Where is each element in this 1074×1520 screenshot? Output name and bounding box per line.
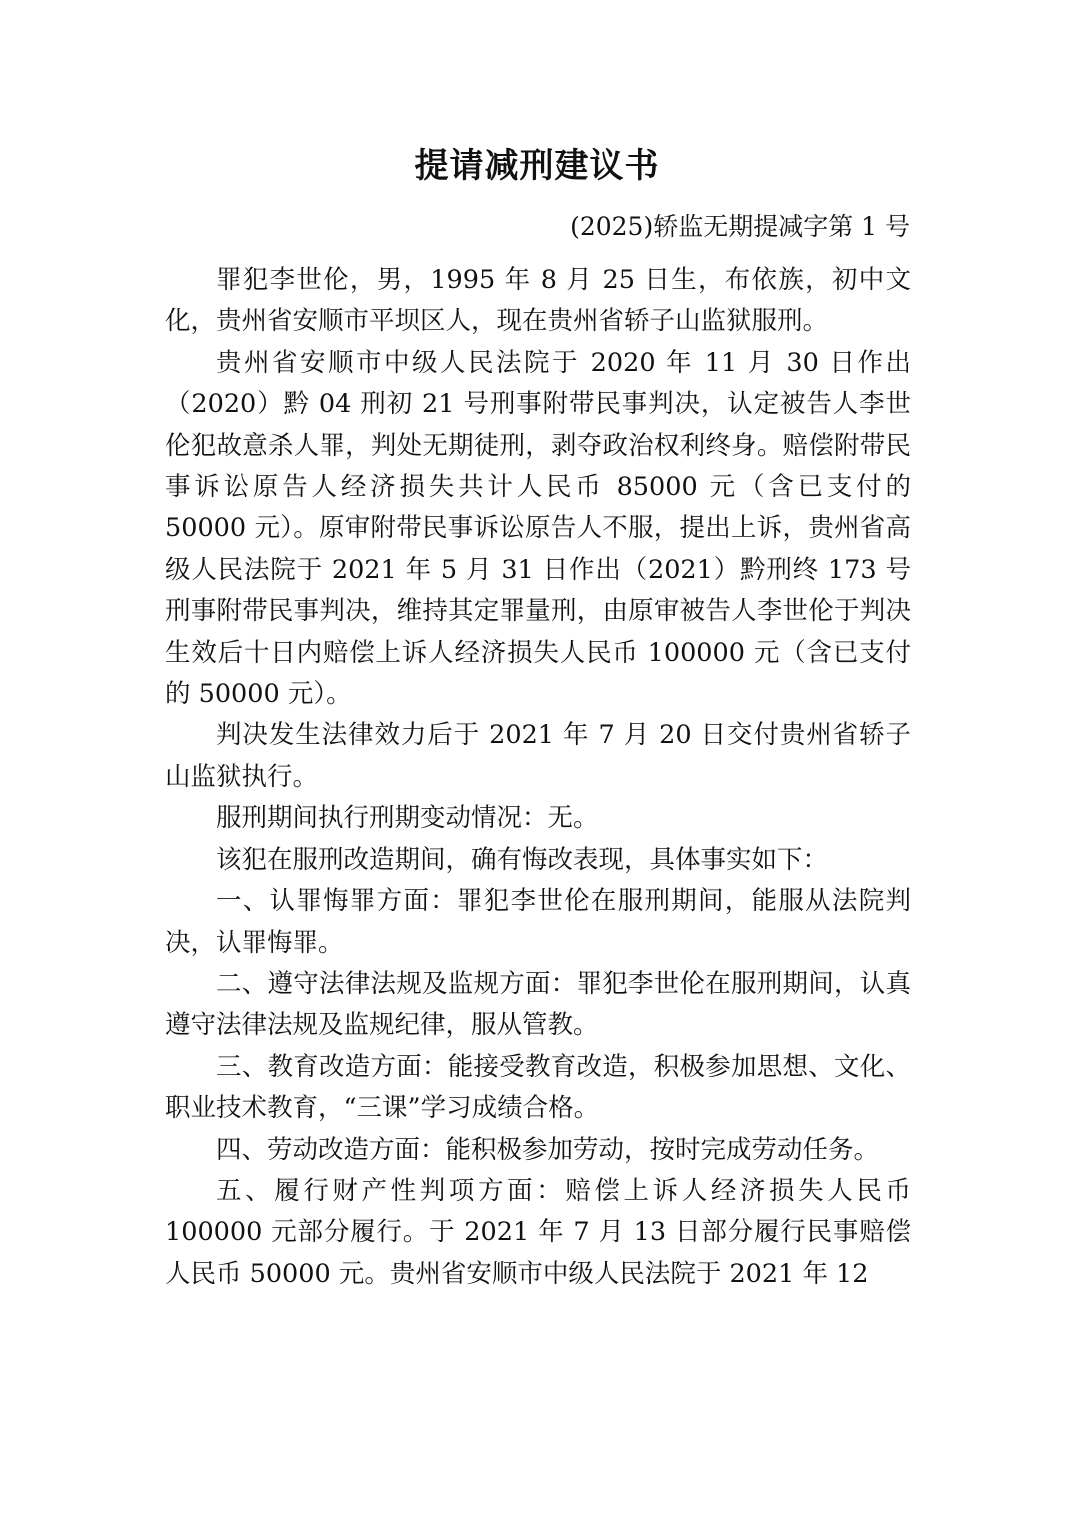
paragraph-criminal-info: 罪犯李世伦，男，1995 年 8 月 25 日生，布依族，初中文化，贵州省安顺市平坝区人，现在贵州省轿子山监狱服刑。	[165, 265, 911, 337]
paragraph-judgment: 贵州省安顺市中级人民法院于 2020 年 11 月 30 日作出（2020）黔 04 刑初 21 号刑事附带民事判决，认定被告人李世伦犯故意杀人罪，判处无期徒刑，剥夺政治权利终身。赔偿附带民事诉讼原告人经济损失共计人民币 85000 元（含已支付的 50000 元）。原审附带民事诉讼原告人不服，提出上诉，贵州省高级人民法院于 2021 年 5 月 31 日作出（2021）黔刑终 173 号刑事附带民事判决，维持其定罪量刑，由原审被告人李世伦于判决生效后十日内赔偿上诉人经济损失人民币 100000 元（含已支付的 50000 元）。	[165, 347, 911, 710]
paragraph-labor: 四、劳动改造方面：能积极参加劳动，按时完成劳动任务。	[216, 1134, 880, 1165]
paragraph-sentence-change: 服刑期间执行刑期变动情况：无。	[216, 803, 599, 834]
document-body	[165, 260, 911, 1295]
paragraph-property-obligation: 五、履行财产性判项方面：赔偿上诉人经济损失人民币 100000 元部分履行。于 2021 年 7 月 13 日部分履行民事赔偿人民币 50000 元。贵州省安顺市中级人民法院于 2021 年 12	[165, 1175, 911, 1289]
paragraph-confession: 一、认罪悔罪方面：罪犯李世伦在服刑期间，能服从法院判决，认罪悔罪。	[165, 886, 911, 958]
document-number: (2025)轿监无期提减字第 1 号	[570, 212, 910, 241]
paragraph-repentance-intro: 该犯在服刑改造期间，确有悔改表现，具体事实如下：	[216, 844, 829, 875]
paragraph-rules-compliance: 二、遵守法律法规及监规方面：罪犯李世伦在服刑期间，认真遵守法律法规及监规纪律，服从管教。	[165, 968, 911, 1041]
paragraph-education: 三、教育改造方面：能接受教育改造，积极参加思想、文化、职业技术教育，“三课”学习成绩合格。	[165, 1051, 911, 1124]
paragraph-execution: 判决发生法律效力后于 2021 年 7 月 20 日交付贵州省轿子山监狱执行。	[165, 720, 911, 792]
document-title: 提请减刑建议书	[414, 146, 660, 186]
